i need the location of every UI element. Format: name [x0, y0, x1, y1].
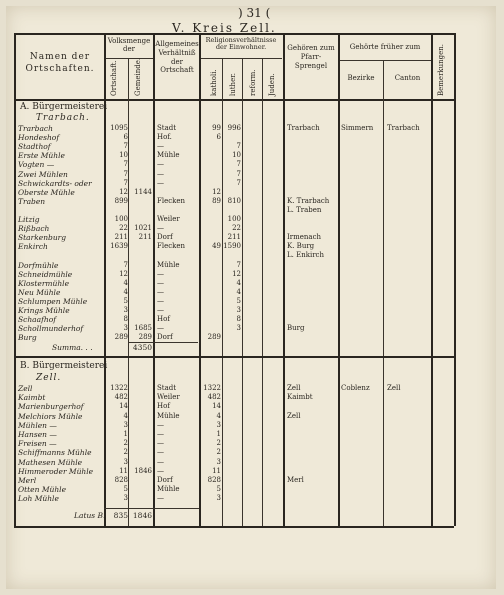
cell-name: Mühlen — — [18, 420, 57, 430]
cell-verh: Hof — [157, 402, 170, 411]
cell-gem: 289 — [138, 333, 152, 342]
cell-verh: Flecken — [157, 196, 186, 205]
cell-name: Schaafhof — [18, 315, 57, 325]
cell-ort: 12 — [119, 269, 128, 278]
cell-luth: 7 — [236, 260, 241, 269]
cell-verh: Mühle — [157, 411, 180, 420]
cell-ort: 100 — [114, 215, 128, 223]
cell-ort: 3 — [123, 306, 128, 314]
cell-luth: 1590 — [223, 242, 241, 251]
cell-name: Himmeroder Mühle — [18, 466, 94, 476]
cell-luth: 100 — [227, 215, 241, 223]
col-rule-right — [454, 33, 456, 526]
cell-ort: 289 — [114, 333, 128, 342]
cell-gem: 1144 — [134, 187, 152, 196]
cell-kath: 4 — [216, 411, 221, 420]
cell-name: Krings Mühle — [18, 306, 70, 315]
cell-name: Melchiors Mühle — [18, 411, 83, 421]
cell-ort: 1639 — [110, 242, 128, 251]
cell-verh: Stadt — [157, 384, 177, 392]
cell-ort: 3 — [123, 494, 128, 503]
cell-ort: 11 — [119, 466, 128, 475]
cell-ort: 1 — [123, 430, 128, 438]
cell-pfarr: L. Traben — [287, 205, 322, 214]
cell-verh: — — [157, 142, 164, 151]
col-rule-bez — [383, 60, 384, 526]
cell-ort: 3 — [123, 457, 128, 466]
cell-ort: 4 — [123, 278, 128, 287]
cell-gem: 1685 — [134, 324, 152, 333]
cell-kath: 6 — [216, 133, 221, 142]
cell-name: Otten Mühle — [18, 485, 67, 495]
cell-ort: 899 — [114, 196, 128, 205]
cell-pfarr: K. Burg — [287, 242, 315, 251]
cell-pfarr: Irmenach — [287, 233, 322, 242]
cell-verh: — — [157, 269, 164, 278]
cell-verh: Hof. — [157, 133, 172, 142]
cell-verh: — — [157, 439, 164, 448]
header-reformirt: reform. — [249, 69, 257, 96]
cell-verh: — — [157, 430, 164, 438]
cell-ort: 22 — [119, 224, 128, 233]
cell-pfarr: Merl — [287, 476, 304, 484]
cell-ort: 2 — [123, 439, 128, 448]
cell-ort: 4 — [123, 411, 128, 420]
cell-verh: — — [157, 287, 164, 296]
page-number-header: ) 31 ( — [238, 6, 271, 20]
cell-name: Schiffmanns Mühle — [18, 448, 92, 458]
cell-bez: Coblenz — [341, 384, 370, 392]
cell-name: Hondeshof — [18, 133, 60, 143]
cell-pfarr: Burg — [287, 324, 305, 333]
cell-pfarr: Trarbach — [287, 124, 320, 132]
cell-luth: 211 — [227, 233, 241, 242]
header-pfarr: Gehören zum Pfarr-Sprengel — [287, 44, 335, 71]
header-bemerkungen: Bemerkungen. — [437, 43, 445, 96]
col-rule-gem — [153, 33, 155, 526]
cell-kath: 5 — [216, 485, 221, 494]
cell-luth: 810 — [227, 196, 241, 205]
cell-ort: 5 — [123, 296, 128, 305]
col-rule-pfarr — [338, 33, 340, 526]
cell-verh: — — [157, 296, 164, 305]
col-rule-jud — [283, 33, 285, 526]
cell-name: Enkirch — [18, 242, 48, 252]
cell-luth: 8 — [236, 315, 241, 324]
latus-gemeinde: 1846 — [132, 511, 152, 520]
cell-verh: — — [157, 324, 164, 333]
cell-name: Burg — [18, 333, 37, 343]
cell-ort: 7 — [123, 178, 128, 187]
cell-name: Loh Mühle — [18, 494, 59, 504]
cell-verh: — — [157, 466, 164, 475]
cell-gem: 211 — [138, 233, 152, 242]
cell-name: Klostermühle — [18, 278, 70, 288]
cell-verh: Weiler — [157, 215, 180, 223]
cell-ort: 8 — [123, 315, 128, 324]
cell-kath: 3 — [216, 494, 221, 503]
religion-subrule — [200, 58, 282, 59]
latus-label: Latus B. — [74, 511, 106, 520]
cell-ort: 7 — [123, 160, 128, 169]
cell-luth: 4 — [236, 287, 241, 296]
cell-name: Schlumpen Mühle — [18, 296, 88, 306]
cell-luth: 996 — [227, 124, 241, 132]
cell-name: Zwei Mühlen — [18, 169, 68, 179]
header-religion: Religionsverhältnisse der Einwohner. — [205, 36, 277, 52]
cell-kath: 3 — [216, 420, 221, 429]
cell-verh: Flecken — [157, 242, 186, 251]
cell-ort: 12 — [119, 187, 128, 196]
cell-luth: 3 — [236, 306, 241, 314]
cell-luth: 22 — [232, 224, 241, 233]
cell-luth: 7 — [236, 169, 241, 178]
cell-kath: 11 — [212, 466, 221, 475]
cell-verh: Dorf — [157, 333, 173, 342]
cell-ort: 14 — [119, 402, 128, 411]
cell-verh: Dorf — [157, 233, 173, 242]
header-gemeinde: Gemeinde. — [134, 57, 142, 96]
cell-pfarr: L. Enkirch — [287, 251, 324, 260]
cell-name: Vogten — — [18, 160, 55, 170]
cell-ort: 10 — [119, 151, 128, 160]
cell-bez: Simmern — [341, 124, 374, 132]
cell-name: Schneidmühle — [18, 269, 73, 279]
cell-pfarr: Zell — [287, 411, 301, 420]
cell-luth: 10 — [232, 151, 241, 160]
cell-name: Zell — [18, 384, 33, 393]
header-juden: Juden. — [268, 73, 276, 96]
cell-pfarr: Kaimbt — [287, 393, 313, 402]
cell-verh: — — [157, 420, 164, 429]
header-verhaeltniss: Allgemeines Verhältniß der Ortschaft — [155, 40, 199, 75]
cell-name: Litzig — [18, 215, 40, 224]
cell-luth: 7 — [236, 178, 241, 187]
cell-can: Trarbach — [387, 124, 420, 132]
section-a-subtitle: Trarbach. — [36, 113, 90, 123]
cell-ort: 828 — [114, 476, 128, 484]
cell-verh: Hof — [157, 315, 170, 324]
cell-kath: 99 — [212, 124, 221, 132]
col-rule-left — [14, 33, 16, 526]
header-namen: Namen der Ortschaften. — [25, 52, 95, 74]
cell-ort: 3 — [123, 420, 128, 429]
table-top-rule — [14, 33, 454, 35]
cell-verh: — — [157, 169, 164, 178]
cell-kath: 89 — [212, 196, 221, 205]
cell-verh: Weiler — [157, 393, 180, 402]
cell-name: Rißbach — [18, 224, 50, 234]
cell-ort: 7 — [123, 260, 128, 269]
cell-verh: Stadt — [157, 124, 177, 132]
header-lutherisch: luther. — [229, 72, 237, 96]
cell-kath: 2 — [216, 439, 221, 448]
cell-verh: — — [157, 278, 164, 287]
kreis-title: V. Kreis Zell. — [172, 21, 277, 35]
frueher-subrule — [339, 60, 431, 61]
col-rule-can — [431, 33, 433, 526]
cell-kath: 3 — [216, 457, 221, 466]
cell-can: Zell — [387, 384, 401, 392]
cell-luth: 5 — [236, 296, 241, 305]
cell-kath: 2 — [216, 448, 221, 457]
cell-luth: 12 — [232, 269, 241, 278]
cell-verh: Mühle — [157, 485, 180, 494]
cell-name: Oberste Mühle — [18, 187, 75, 197]
cell-ort: 1322 — [110, 384, 128, 392]
cell-name: Schollmunderhof — [18, 324, 84, 334]
cell-kath: 14 — [212, 402, 221, 411]
cell-verh: Dorf — [157, 476, 173, 484]
cell-verh: Mühle — [157, 151, 180, 160]
cell-verh: Mühle — [157, 260, 180, 269]
cell-kath: 828 — [207, 476, 221, 484]
summa-label: Summa. . . — [52, 343, 93, 352]
cell-ort: 211 — [114, 233, 128, 242]
cell-luth: 7 — [236, 160, 241, 169]
cell-ort: 3 — [123, 324, 128, 333]
table-bottom-rule — [14, 526, 454, 528]
cell-ort: 2 — [123, 448, 128, 457]
header-bottom-rule — [14, 99, 454, 101]
cell-verh: — — [157, 306, 164, 314]
cell-verh: — — [157, 178, 164, 187]
cell-ort: 7 — [123, 142, 128, 151]
cell-verh: — — [157, 457, 164, 466]
cell-name: Marienburgerhof — [18, 402, 84, 412]
header-katholisch: katholi. — [210, 69, 218, 96]
latus-ortschaft: 835 — [113, 511, 128, 520]
latus-rule — [104, 508, 199, 509]
section-divider — [14, 356, 454, 358]
cell-verh: — — [157, 160, 164, 169]
cell-ort: 5 — [123, 485, 128, 494]
col-rule-ort — [128, 58, 129, 526]
cell-kath: 1322 — [203, 384, 221, 392]
cell-name: Freisen — — [18, 439, 57, 449]
header-bezirk: Bezirke — [347, 74, 375, 82]
section-b-title: B. Bürgermeisterei — [20, 361, 108, 371]
header-ortschaft: Ortschaft. — [110, 60, 118, 96]
cell-kath: 1 — [216, 430, 221, 438]
header-frueher: Gehörte früher zum — [349, 43, 421, 51]
cell-kath: 482 — [207, 393, 221, 402]
cell-ort: 1095 — [110, 124, 128, 132]
cell-ort: 482 — [114, 393, 128, 402]
cell-kath: 12 — [212, 187, 221, 196]
cell-name: Schwickardts- oder — [18, 178, 92, 188]
cell-name: Dorfmühle — [18, 260, 59, 270]
cell-name: Mathesen Mühle — [18, 457, 83, 467]
cell-ort: 4 — [123, 287, 128, 296]
header-volksmenge: Volksmenge der — [107, 37, 151, 53]
cell-name: Stadthof — [18, 142, 51, 152]
cell-verh: — — [157, 494, 164, 503]
cell-gem: 1021 — [134, 224, 152, 233]
cell-name: Traben — [18, 196, 46, 206]
section-a-title: A. Bürgermeisterei — [20, 102, 108, 112]
cell-verh: — — [157, 448, 164, 457]
cell-luth: 7 — [236, 142, 241, 151]
cell-pfarr: Zell — [287, 384, 301, 392]
cell-ort: 7 — [123, 169, 128, 178]
cell-luth: 3 — [236, 324, 241, 333]
cell-ort: 6 — [123, 133, 128, 142]
cell-name: Merl — [18, 476, 37, 485]
cell-name: Starkenburg — [18, 233, 67, 243]
cell-verh: — — [157, 224, 164, 233]
cell-name: Erste Mühle — [18, 151, 65, 161]
cell-name: Kaimbt — [18, 393, 46, 403]
cell-gem: 1846 — [134, 466, 152, 475]
header-canton: Canton — [394, 74, 421, 82]
section-b-subtitle: Zell. — [36, 373, 62, 383]
col-rule-luth — [242, 58, 243, 526]
summa-value: 4350 — [132, 343, 152, 352]
cell-kath: 49 — [212, 242, 221, 251]
cell-name: Neu Mühle — [18, 287, 61, 297]
volksmenge-subrule — [105, 58, 153, 59]
cell-pfarr: K. Trarbach — [287, 196, 330, 205]
col-rule-ref — [262, 58, 263, 526]
cell-name: Hansen — — [18, 430, 57, 439]
cell-luth: 4 — [236, 278, 241, 287]
cell-kath: 289 — [207, 333, 221, 342]
cell-name: Trarbach — [18, 124, 53, 133]
